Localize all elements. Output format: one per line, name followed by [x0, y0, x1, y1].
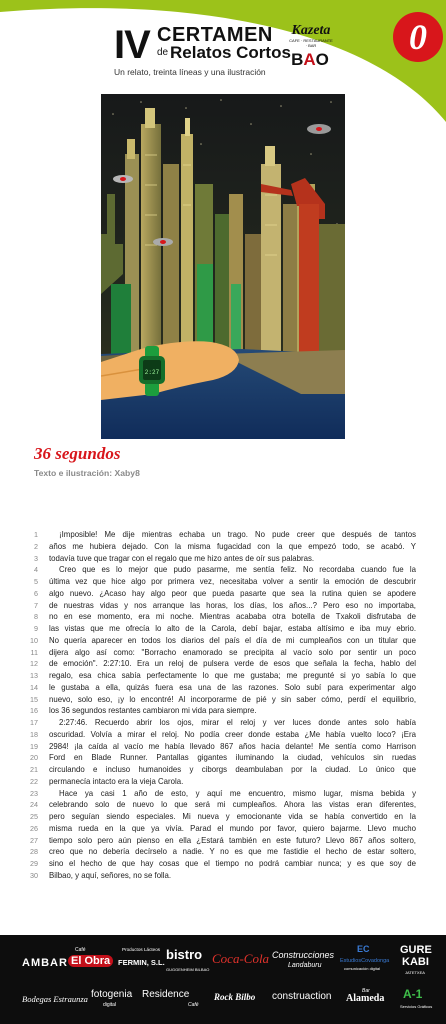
- line-text: Ford en Blade Runner. Pantallas gigantes iluminando la ciudad, vehículos sin ruedas: [49, 753, 416, 763]
- el-obra-top: Café: [75, 947, 86, 953]
- line-number: 18: [30, 729, 38, 739]
- line-text: los 36 segundos restantes cambiaron mi vida para siempre.: [49, 706, 257, 716]
- line-number: 12: [30, 659, 38, 669]
- line-number: 2: [34, 541, 38, 551]
- line-number: 13: [30, 671, 38, 680]
- story-body: [20, 529, 416, 882]
- line-text: de emoción". 2:27:10. Era un reloj de pulsera verde de esos que señala la fecha, hablo del: [49, 659, 416, 669]
- line-number: 30: [30, 870, 38, 880]
- line-text: 2984! ¡la caída al vacío me había llevado 867 años hacia delante! Me sentía como Harrison: [49, 741, 416, 751]
- line-text: las vistas que me ofrecía lo alto de la Carola, debí bajar, estaba altísimo e iba muy ebrio.: [49, 624, 416, 633]
- line-text: le gustaba a ella, quizás fuera esa una de las razones. Solo subí para experimentar algo: [49, 682, 416, 692]
- story-title: 36 segundos: [34, 444, 121, 463]
- line-text: ¡Imposible! Me dije mientras echaba un trago. No pude creer que después de tantos: [59, 530, 416, 539]
- story-line: [20, 670, 416, 682]
- story-line: [20, 541, 416, 553]
- story-line: [20, 694, 416, 706]
- bao-letter-b: B: [291, 50, 304, 69]
- ambar-logo: AMBAR: [22, 957, 68, 969]
- construcciones-text: Construcciones: [272, 950, 335, 960]
- line-text: circulando e incluso humanoides y ciborgs deambulaban por la ciudad. Lo único que: [49, 765, 416, 774]
- line-text: Creo que es lo mejor que pudo pasarme, me sentía feliz. No recordaba cuando fue la: [59, 565, 416, 575]
- line-text: creo que no debería decírselo a nadie. Y no es que me fastidie el hecho de estar soltero,: [49, 847, 416, 857]
- line-number: 23: [30, 788, 38, 798]
- line-text: algo nuevo. ¿Acaso hay algo peor que pueda pasarte que sea la rutina quien se apodere: [49, 588, 416, 598]
- kazeta-logo-text: Kazeta: [291, 23, 331, 38]
- alameda-logo: Alameda: [346, 993, 385, 1004]
- el-obra-logo: El Obra: [68, 955, 113, 967]
- bao-logo: [288, 50, 332, 70]
- estudios-covadonga-sub: comunicación digital: [344, 966, 381, 971]
- gure-text: GURE: [400, 944, 432, 956]
- story-line: [20, 776, 416, 788]
- story-line: [20, 588, 416, 600]
- story-line: [20, 764, 416, 776]
- contest-subtitle: Un relato, treinta líneas y una ilustración: [114, 67, 266, 77]
- story-line: [20, 799, 416, 811]
- story-line: [20, 858, 416, 870]
- bar-label: Bar: [362, 988, 370, 994]
- line-text: tiempo solo pero aún pienso en ella ¿Estará también en este futuro? Llevo 867 años soltero,: [49, 835, 416, 845]
- kabi-text: KABI: [402, 956, 429, 968]
- kabi-sub: JATETXEA: [405, 970, 425, 975]
- line-text: Bilbao, y aquí, señores, no se folla.: [49, 870, 172, 880]
- kazeta-logo: [288, 24, 334, 48]
- line-text: nuevo, solo eso, ¡y lo encontré! Al incorporarme de pié y sin saber cómo, perdí el equilibrio,: [49, 694, 416, 704]
- story-line: [20, 600, 416, 612]
- line-number: 28: [30, 847, 38, 857]
- story-line: [20, 529, 416, 541]
- line-text: Hace ya casi 1 año de esto, y aquí me encuentro, mismo lugar, misma bebida y: [59, 788, 416, 798]
- line-number: 19: [30, 741, 38, 751]
- line-number: 14: [30, 682, 38, 692]
- sponsors-footer: [0, 935, 446, 1024]
- story-line: [20, 705, 416, 717]
- line-number: 24: [30, 800, 38, 810]
- story-line: [20, 623, 416, 635]
- story-line: [20, 682, 416, 694]
- line-number: 27: [30, 835, 38, 845]
- story-line: [20, 553, 416, 565]
- fotogenia-sub: digital: [103, 1002, 117, 1008]
- line-number: 10: [30, 635, 38, 645]
- de-label: de: [157, 47, 169, 58]
- line-number: 22: [30, 776, 38, 786]
- fotogenia-logo: fotogenia: [91, 989, 133, 1000]
- line-text: permanecía intacto era la vieja Carola.: [49, 776, 184, 786]
- line-text: pero seguían siendo especiales. Mi nueva y emocionante vida se había convertido en la: [49, 812, 416, 821]
- line-text: regalo, esa chica sabía perfectamente lo que me gustaba; me pregunté si yo sabía lo que: [49, 671, 416, 680]
- line-number: 29: [30, 859, 38, 868]
- line-text: no en ese momento, era mi noche. Mientras acababa otra botella de Txakoli disfrutaba de: [49, 612, 416, 622]
- a1-sub: Servicios Gráficos: [400, 1004, 433, 1009]
- watch-time-text: 2:27: [144, 369, 160, 376]
- story-line: [20, 846, 416, 858]
- line-number: 9: [34, 624, 38, 633]
- line-number: 3: [34, 553, 38, 563]
- line-text: última vez que hice algo por primera vez, necesitaba volver a sentir la emoción de descubrir: [49, 577, 416, 586]
- story-line: [20, 835, 416, 847]
- line-text: dijera algo así como: "Borracho enamorado se precipita al vacío solo por sentir un poco: [49, 647, 416, 657]
- relatos-label: Relatos Cortos: [170, 43, 291, 62]
- story-line: [20, 647, 416, 659]
- story-line: [20, 752, 416, 764]
- line-number: 20: [30, 753, 38, 763]
- residence-sub: Café: [188, 1002, 199, 1008]
- story-line: [20, 741, 416, 753]
- story-line: [20, 717, 416, 729]
- line-text: de nuestras vidas y nos arranque las horas, los días, los años...? Pero eso no importaba,: [49, 600, 416, 610]
- story-line: [20, 611, 416, 623]
- kazeta-logo-sub: CAFE · RESTAURANTE · BAR: [289, 38, 333, 48]
- fermin-logo: FERMIN, S.L.: [118, 958, 165, 967]
- line-number: 11: [30, 647, 38, 657]
- story-line: [20, 564, 416, 576]
- rock-bilbo-logo: Rock Bilbo: [214, 992, 256, 1002]
- residence-logo: Residence: [142, 989, 190, 1000]
- line-text: todavía tuve que tragar con el regalo que me hizo antes de oír sus palabras.: [49, 553, 315, 563]
- contest-header: [110, 22, 342, 80]
- story-line: [20, 576, 416, 588]
- line-number: 5: [34, 577, 38, 586]
- story-line: [20, 635, 416, 647]
- line-text: No quería aparecer en todos los diarios del país el día de mi cumpleaños con un titular que: [49, 635, 416, 645]
- landaburu-text: Landaburu: [288, 962, 322, 969]
- line-number: 21: [30, 765, 38, 774]
- ec-mark: EC: [357, 944, 370, 954]
- story-author: Texto e ilustración: Xaby8: [34, 468, 140, 478]
- bodegas-estraunza-logo: Bodegas Estraunza: [22, 994, 88, 1004]
- line-number: 8: [34, 612, 38, 622]
- story-line: [20, 658, 416, 670]
- cocacola-logo: Coca-Cola: [212, 951, 270, 966]
- construaction-logo: construaction: [272, 991, 332, 1002]
- bistro-sub: GUGGENHEIM BILBAO: [166, 967, 210, 972]
- line-text: 2:27:46. Recuerdo abrir los ojos, mirar el reloj y ver luces donde antes solo había: [59, 718, 416, 727]
- line-number: 17: [30, 718, 38, 727]
- line-number: 16: [30, 706, 38, 716]
- story-line: [20, 788, 416, 800]
- line-text: misma rueda en la que ya vivía. Parad el mundo por favor, quiero bajarme. Llevo mucho: [49, 823, 416, 833]
- story-line: [20, 729, 416, 741]
- certamen-label: CERTAMEN: [157, 24, 273, 46]
- line-text: oscuridad. Volvía a mirar el reloj. No podía creer donde estaba ¿Me había vuelto loco? ¡Era: [49, 729, 416, 739]
- story-line: [20, 823, 416, 835]
- line-number: 26: [30, 823, 38, 833]
- edition-roman-numeral: IV: [114, 23, 150, 67]
- a1-logo: A-1: [403, 987, 423, 1001]
- line-number: 25: [30, 812, 38, 821]
- bistro-logo: bistro: [166, 947, 203, 962]
- line-number: 1: [34, 530, 38, 539]
- estudios-covadonga-logo: EstudiosCovadonga: [340, 958, 390, 964]
- line-text: años me hubiera dejado. Con la misma fugacidad con la que empezó todo, se acabó. Y: [49, 541, 416, 551]
- badge-letter: 0: [409, 17, 427, 57]
- line-number: 15: [30, 694, 38, 704]
- story-line: [20, 811, 416, 823]
- story-line: [20, 870, 416, 882]
- fermin-top: Productos Lácteos: [122, 947, 161, 952]
- city-illustration: [101, 94, 345, 439]
- line-number: 4: [34, 565, 38, 575]
- line-number: 6: [34, 588, 38, 598]
- line-text: sino el hecho de que hay cosas que el tiempo no podrá cambiar nunca; y es que soy de: [49, 859, 416, 868]
- line-number: 7: [34, 600, 38, 610]
- red-circle-badge: [393, 12, 443, 62]
- bao-letter-a: A: [303, 50, 316, 69]
- bao-letter-o: O: [315, 50, 329, 69]
- line-text: celebrando solo de nuevo lo que será mi cumpleaños. Ahora las vistas eran diferentes,: [49, 800, 416, 810]
